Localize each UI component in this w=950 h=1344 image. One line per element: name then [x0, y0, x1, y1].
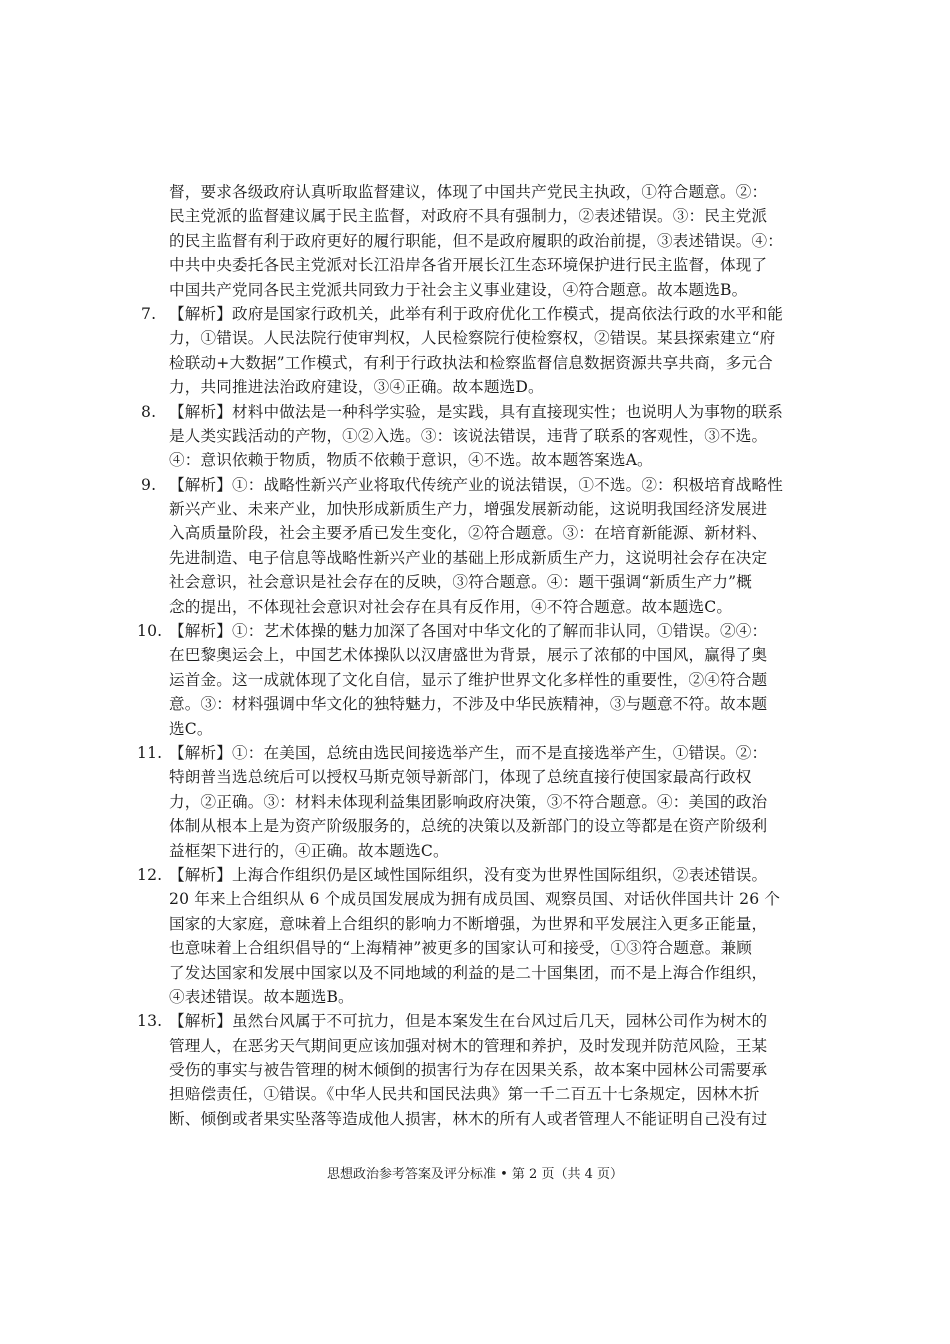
text-line: 担赔偿责任，①错误。《中华人民共和国民法典》第一千二百五十七条规定，因林木折	[169, 1085, 760, 1104]
item-number: 11.	[137, 743, 163, 762]
text-line: 民主党派的监督建议属于民主监督，对政府不具有强制力，②表述错误。③：民主党派	[169, 207, 768, 226]
text-line: 【解析】上海合作组织仍是区域性国际组织，没有变为世界性国际组织，②表述错误。	[169, 865, 768, 884]
text-line: 检联动+大数据”工作模式，有利于行政执法和检察监督信息数据资源共享共商，多元合	[169, 353, 773, 372]
item-number: 9.	[141, 475, 157, 494]
answer-content	[137, 180, 811, 1131]
text-line: 【解析】①：战略性新兴产业将取代传统产业的说法错误，①不选。②：积极培育战略性	[169, 475, 784, 494]
text-line: 社会意识，社会意识是社会存在的反映，③符合题意。④：题干强调“新质生产力”概	[169, 573, 753, 592]
text-line: 【解析】虽然台风属于不可抗力，但是本案发生在台风过后几天，园林公司作为树木的	[169, 1012, 768, 1031]
answer-item-10	[137, 619, 811, 741]
text-line: 的民主监督有利于政府更好的履行职能，但不是政府履职的政治前提，③表述错误。④：	[169, 231, 784, 250]
item-number: 13.	[137, 1012, 163, 1031]
text-line: 中国共产党同各民主党派共同致力于社会主义事业建设，④符合题意。故本题选B。	[169, 280, 748, 299]
item-number: 7.	[141, 304, 157, 323]
text-line: 益框架下进行的，④正确。故本题选C。	[169, 841, 449, 860]
text-line: 20 年来上合组织从 6 个成员国发展成为拥有成员国、观察员国、对话伙伴国共计 26 个	[169, 890, 781, 909]
text-line: 在巴黎奥运会上，中国艺术体操队以汉唐盛世为背景，展示了浓郁的中国风，赢得了奥	[169, 646, 768, 665]
text-line: 特朗普当选总统后可以授权马斯克领导新部门，体现了总统直接行使国家最高行政权	[169, 768, 752, 787]
text-line: 运首金。这一成就体现了文化自信，显示了维护世界文化多样性的重要性，②④符合题	[169, 670, 768, 689]
answer-item-7	[141, 302, 811, 400]
item-number: 10.	[137, 622, 163, 641]
text-line: 入高质量阶段，社会主要矛盾已发生变化，②符合题意。③：在培育新能源、新材料、	[169, 524, 768, 543]
text-line: 了发达国家和发展中国家以及不同地域的利益的是二十国集团，而不是上海合作组织，	[169, 963, 768, 982]
text-line: 督，要求各级政府认真听取监督建议，体现了中国共产党民主执政，①符合题意。②：	[169, 183, 768, 201]
answer-item-11	[137, 741, 811, 863]
text-line: ④：意识依赖于物质，物质不依赖于意识，④不选。故本题答案选A。	[169, 451, 653, 470]
answer-item-8	[141, 400, 811, 473]
answer-item-9	[141, 473, 811, 619]
item-number: 12.	[137, 865, 163, 884]
text-line: 【解析】①：艺术体操的魅力加深了各国对中华文化的了解而非认同，①错误。②④：	[169, 622, 768, 641]
text-line: 受伤的事实与被告管理的树木倾倒的损害行为存在因果关系，故本案中园林公司需要承	[169, 1061, 768, 1080]
answer-item-13	[137, 1009, 811, 1131]
text-line: 也意味着上合组织倡导的“上海精神”被更多的国家认可和接受，①③符合题意。兼顾	[169, 939, 753, 958]
text-line: 先进制造、电子信息等战略性新兴产业的基础上形成新质生产力，这说明社会存在决定	[169, 548, 768, 567]
text-line: 【解析】材料中做法是一种科学实验，是实践，具有直接现实性；也说明人为事物的联系	[169, 402, 784, 421]
text-line: 是人类实践活动的产物，①②入选。③：该说法错误，违背了联系的客观性，③不选。	[169, 426, 768, 445]
text-line: 体制从根本上是为资产阶级服务的，总统的决策以及新部门的设立等都是在资产阶级利	[169, 817, 768, 836]
text-line: 【解析】政府是国家行政机关，此举有利于政府优化工作模式，提高依法行政的水平和能	[169, 304, 784, 323]
text-line: 力，①错误。人民法院行使审判权，人民检察院行使检察权，②错误。某县探索建立“府	[169, 329, 776, 348]
page-footer: 思想政治参考答案及评分标准 • 第 2 页（共 4 页）	[326, 1167, 623, 1182]
text-line: 断、倾倒或者果实坠落等造成他人损害，林木的所有人或者管理人不能证明自己没有过	[169, 1109, 768, 1128]
continuation-block	[141, 180, 811, 302]
text-line: 力，②正确。③：材料未体现利益集团影响政府决策，③不符合题意。④：美国的政治	[169, 792, 768, 811]
text-line: 管理人，在恶劣天气期间更应该加强对树木的管理和养护，及时发现并防范风险，王某	[169, 1036, 768, 1055]
text-line: 念的提出，不体现社会意识对社会存在具有反作用，④不符合题意。故本题选C。	[169, 597, 733, 616]
text-line: 新兴产业、未来产业，加快形成新质生产力，增强发展新动能，这说明我国经济发展进	[169, 500, 768, 519]
item-number: 8.	[141, 402, 157, 421]
text-line: 中共中央委托各民主党派对长江沿岸各省开展长江生态环境保护进行民主监督，体现了	[169, 256, 768, 275]
text-line: 国家的大家庭，意味着上合组织的影响力不断增强，为世界和平发展注入更多正能量，	[169, 914, 768, 933]
text-line: 力，共同推进法治政府建设，③④正确。故本题选D。	[169, 378, 544, 397]
text-line: ④表述错误。故本题选B。	[169, 987, 354, 1006]
text-line: 意。③：材料强调中华文化的独特魅力，不涉及中华民族精神，③与题意不符。故本题	[169, 695, 768, 714]
text-line: 选C。	[169, 719, 213, 738]
answer-item-12	[137, 863, 811, 1009]
text-line: 【解析】①：在美国，总统由选民间接选举产生，而不是直接选举产生，①错误。②：	[169, 743, 768, 762]
